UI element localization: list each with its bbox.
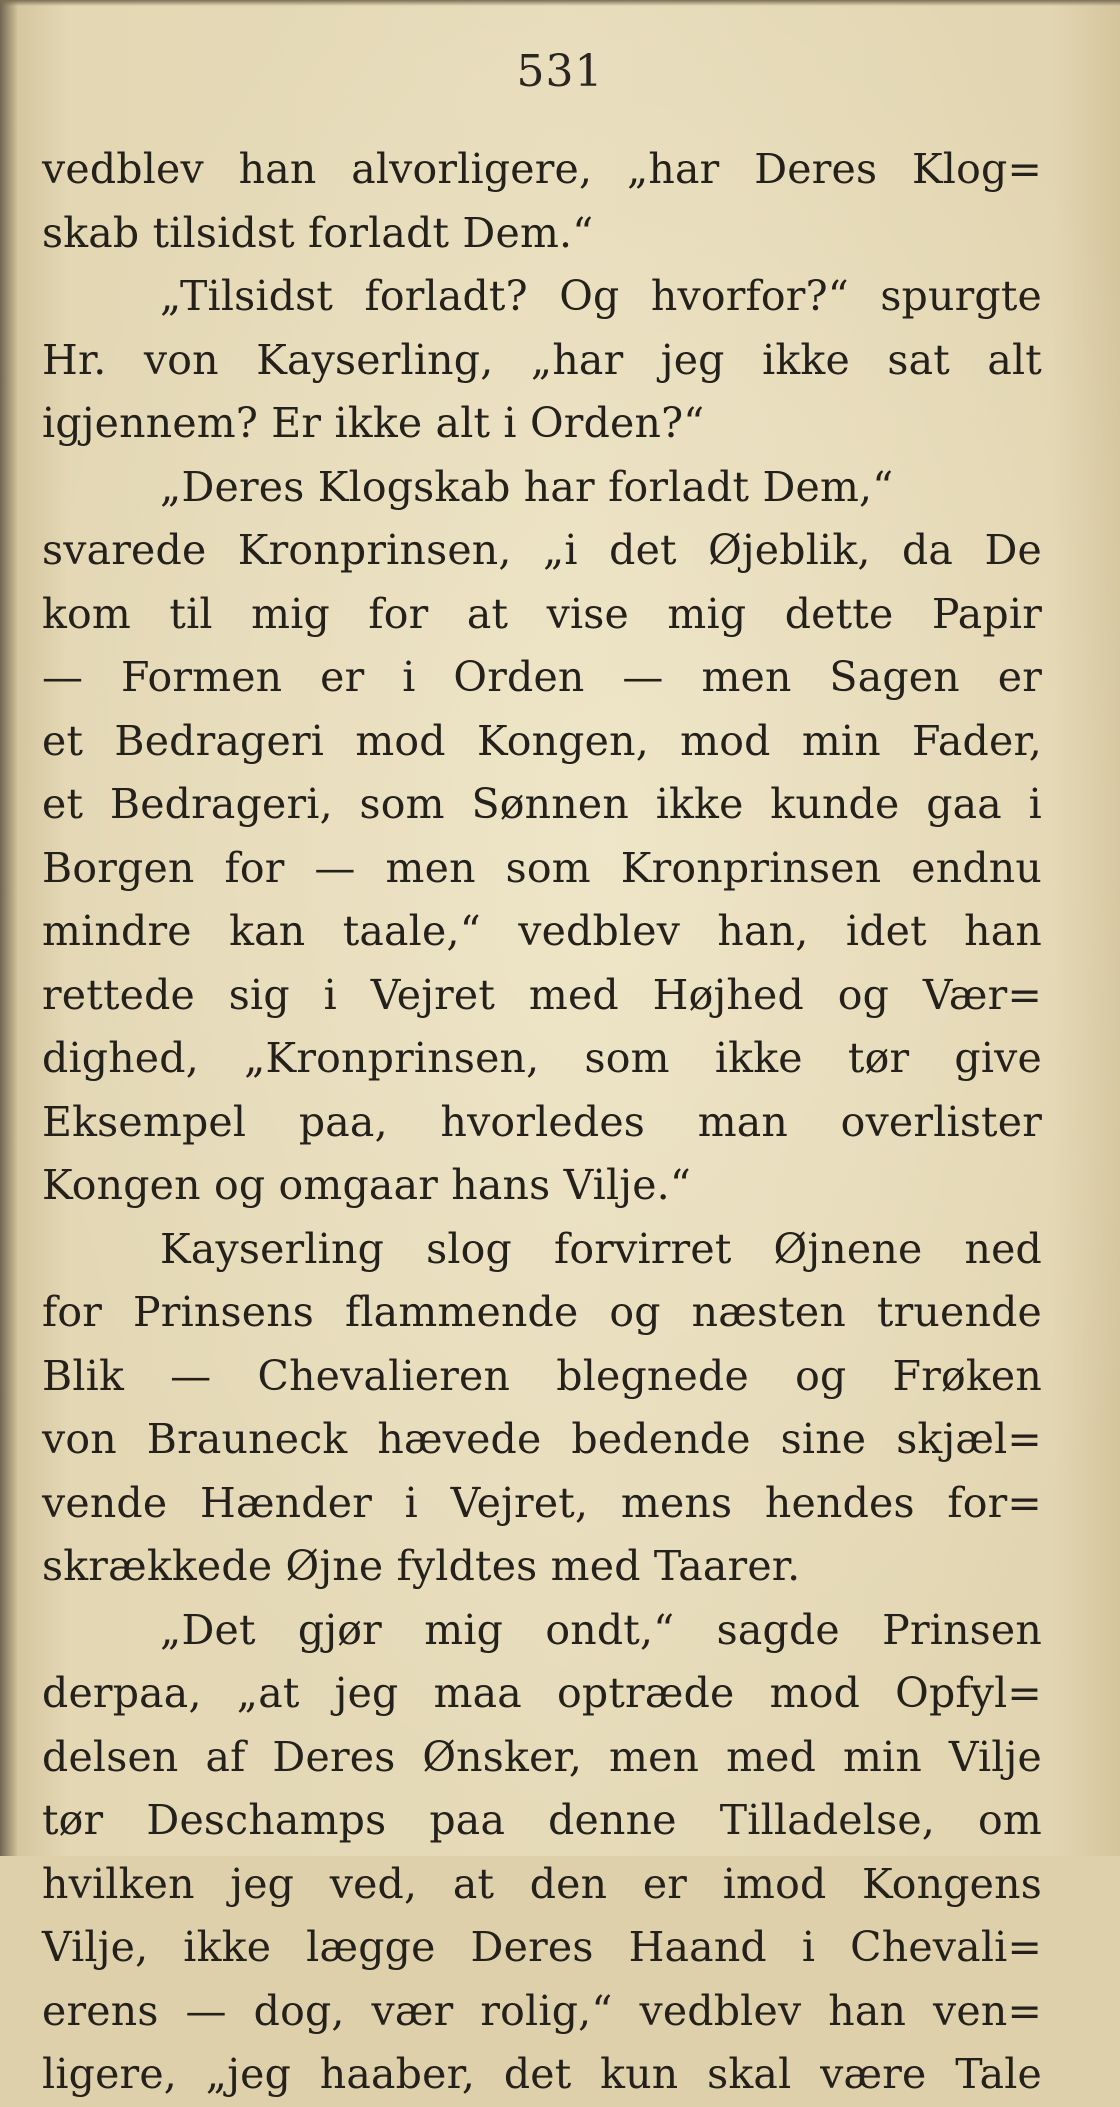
text-line: „Det gjør mig ondt,“ sagde Prinsen: [160, 1605, 1042, 1654]
text-line: for Prinsens flammende og næsten truende: [42, 1288, 1042, 1336]
body-text: [42, 138, 1042, 2107]
text-line: derpaa, „at jeg maa optræde mod Opfyl=: [42, 1669, 1042, 1717]
text-line: „Tilsidst forladt? Og hvorfor?“ spurgte: [160, 272, 1042, 320]
text-line: Eksempel paa, hvorledes man overlister: [42, 1097, 1042, 1146]
page-binding-edge: [0, 0, 18, 1856]
text-line: et Bedrageri mod Kongen, mod min Fader,: [42, 716, 1042, 765]
page-top-edge: [0, 0, 1120, 6]
text-line: Vilje, ikke lægge Deres Haand i Chevali=: [42, 1923, 1042, 1971]
text-line: hvilken jeg ved, at den er imod Kongens: [42, 1859, 1042, 1908]
text-line: dighed, „Kronprinsen, som ikke tør give: [42, 1034, 1042, 1082]
text-line: et Bedrageri, som Sønnen ikke kunde gaa i: [42, 780, 1042, 828]
text-line: igjennem? Er ikke alt i Orden?“: [42, 399, 705, 447]
text-line: vende Hænder i Vejret, mens hendes for=: [42, 1478, 1042, 1527]
text-line: ligere, „jeg haaber, det kun skal være Tale: [42, 2050, 1042, 2098]
text-line: Borgen for — men som Kronprinsen endnu: [42, 843, 1042, 892]
text-line: delsen af Deres Ønsker, men med min Vilje: [42, 1732, 1042, 1781]
text-line: Kongen og omgaar hans Vilje.“: [42, 1161, 692, 1209]
page-number: 531: [516, 46, 604, 97]
text-line: skab tilsidst forladt Dem.“: [42, 208, 594, 257]
text-line: von Brauneck hævede bedende sine skjæl=: [42, 1415, 1042, 1463]
text-line: skrækkede Øjne fyldtes med Taarer.: [42, 1542, 801, 1590]
text-line: Hr. von Kayserling, „har jeg ikke sat alt: [42, 335, 1042, 384]
text-line: Kayserling slog forvirret Øjnene ned: [160, 1224, 1042, 1273]
text-line: tør Deschamps paa denne Tilladelse, om: [42, 1796, 1042, 1844]
text-line: mindre kan taale,“ vedblev han, idet han: [42, 907, 1042, 955]
text-line: Blik — Chevalieren blegnede og Frøken: [42, 1351, 1042, 1400]
text-line: kom til mig for at vise mig dette Papir: [42, 589, 1042, 638]
text-line: — Formen er i Orden — men Sagen er: [42, 653, 1042, 701]
text-line: svarede Kronprinsen, „i det Øjeblik, da De: [42, 526, 1042, 574]
text-line: vedblev han alvorligere, „har Deres Klog=: [42, 145, 1042, 193]
text-line: rettede sig i Vejret med Højhed og Vær=: [42, 970, 1042, 1019]
text-line: erens — dog, vær rolig,“ vedblev han ven=: [42, 1986, 1042, 2035]
text-line: „Deres Klogskab har forladt Dem,“: [160, 462, 894, 511]
